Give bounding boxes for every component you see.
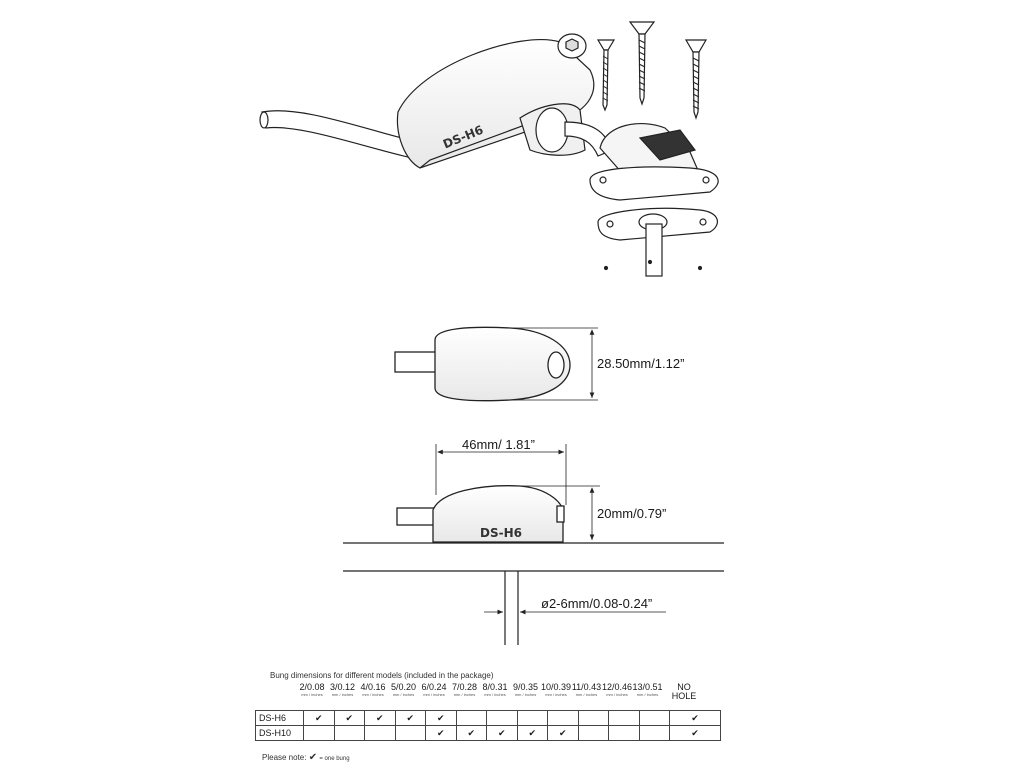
column-header-unit: mm / inches (514, 692, 537, 697)
exploded-view (260, 22, 718, 276)
check-cell: ✔ (670, 711, 721, 726)
empty-cell (578, 726, 609, 741)
check-cell: ✔ (426, 726, 457, 741)
check-cell: ✔ (304, 711, 335, 726)
column-header-value: 12/0.46 (601, 682, 633, 692)
check-cell: ✔ (517, 726, 548, 741)
column-header-unit: mm / inches (484, 692, 506, 697)
column-header-unit: mm / inches (636, 692, 659, 697)
empty-cell (578, 711, 609, 726)
legend (262, 752, 350, 763)
side-view (397, 486, 564, 542)
empty-cell (639, 726, 670, 741)
empty-cell (365, 726, 396, 741)
flange (590, 167, 718, 200)
empty-cell (639, 711, 670, 726)
check-cell: ✔ (670, 726, 721, 741)
housing-label: DS-H6 (441, 122, 486, 152)
cable-label: ø2-6mm/0.08-0.24” (541, 596, 653, 611)
column-header-unit: mm / inches (301, 692, 323, 697)
column-header-unit: mm / inches (545, 692, 567, 697)
width-label: 28.50mm/1.12” (597, 356, 685, 371)
column-header-value: 9/0.35 (512, 682, 539, 692)
screw-3 (686, 40, 706, 118)
empty-cell (395, 726, 426, 741)
check-cell: ✔ (456, 726, 487, 741)
check-cell: ✔ (426, 711, 457, 726)
please-note: Please note: (262, 753, 307, 762)
screw-2 (630, 22, 654, 104)
table-row (256, 711, 721, 726)
empty-cell (304, 726, 335, 741)
height-label: 20mm/0.79” (597, 506, 667, 521)
column-header-value: 5/0.20 (390, 682, 417, 692)
surface (343, 543, 724, 645)
column-header (664, 683, 704, 701)
legend-text: = one bung (319, 756, 350, 762)
column-header-value: 4/0.16 (360, 682, 386, 692)
model-cell: DS-H10 (256, 726, 304, 741)
column-header (628, 683, 668, 697)
model-cell: DS-H6 (256, 711, 304, 726)
empty-cell (456, 711, 487, 726)
table-title: Bung dimensions for different models (included in the package) (270, 671, 494, 680)
check-cell: ✔ (487, 726, 518, 741)
empty-cell (548, 711, 579, 726)
column-header-value: 2/0.08 (299, 682, 325, 692)
bung-table (255, 710, 721, 741)
empty-cell (487, 711, 518, 726)
empty-cell (517, 711, 548, 726)
column-header-value: 8/0.31 (482, 682, 508, 692)
table-row (256, 726, 721, 741)
empty-cell (334, 726, 365, 741)
check-cell: ✔ (548, 726, 579, 741)
column-header-unit: mm / inches (423, 692, 445, 697)
cable (262, 111, 412, 158)
column-header-unit: mm / inches (575, 692, 598, 697)
check-cell: ✔ (365, 711, 396, 726)
column-header-value: 10/0.39 (540, 682, 572, 692)
column-header-unit: mm / inches (331, 692, 354, 697)
column-header-unit: mm / inches (606, 692, 628, 697)
column-header-unit: mm / inches (453, 692, 476, 697)
length-label: 46mm/ 1.81” (462, 437, 535, 452)
check-icon: ✔ (308, 752, 318, 763)
column-header-value: 11/0.43 (571, 682, 602, 692)
check-cell: ✔ (334, 711, 365, 726)
side-view-label: DS-H6 (480, 526, 522, 540)
column-header-value: 6/0.24 (421, 682, 447, 692)
column-header-unit: mm / inches (362, 692, 384, 697)
check-cell: ✔ (395, 711, 426, 726)
screw-1 (598, 40, 614, 110)
column-header-value: 13/0.51 (632, 682, 663, 692)
column-header-unit: mm / inches (392, 692, 415, 697)
top-view (395, 327, 570, 400)
empty-cell (609, 711, 640, 726)
column-header-value: NO HOLE (671, 682, 697, 701)
column-header-value: 7/0.28 (451, 682, 478, 692)
column-header-value: 3/0.12 (329, 682, 356, 692)
empty-cell (609, 726, 640, 741)
